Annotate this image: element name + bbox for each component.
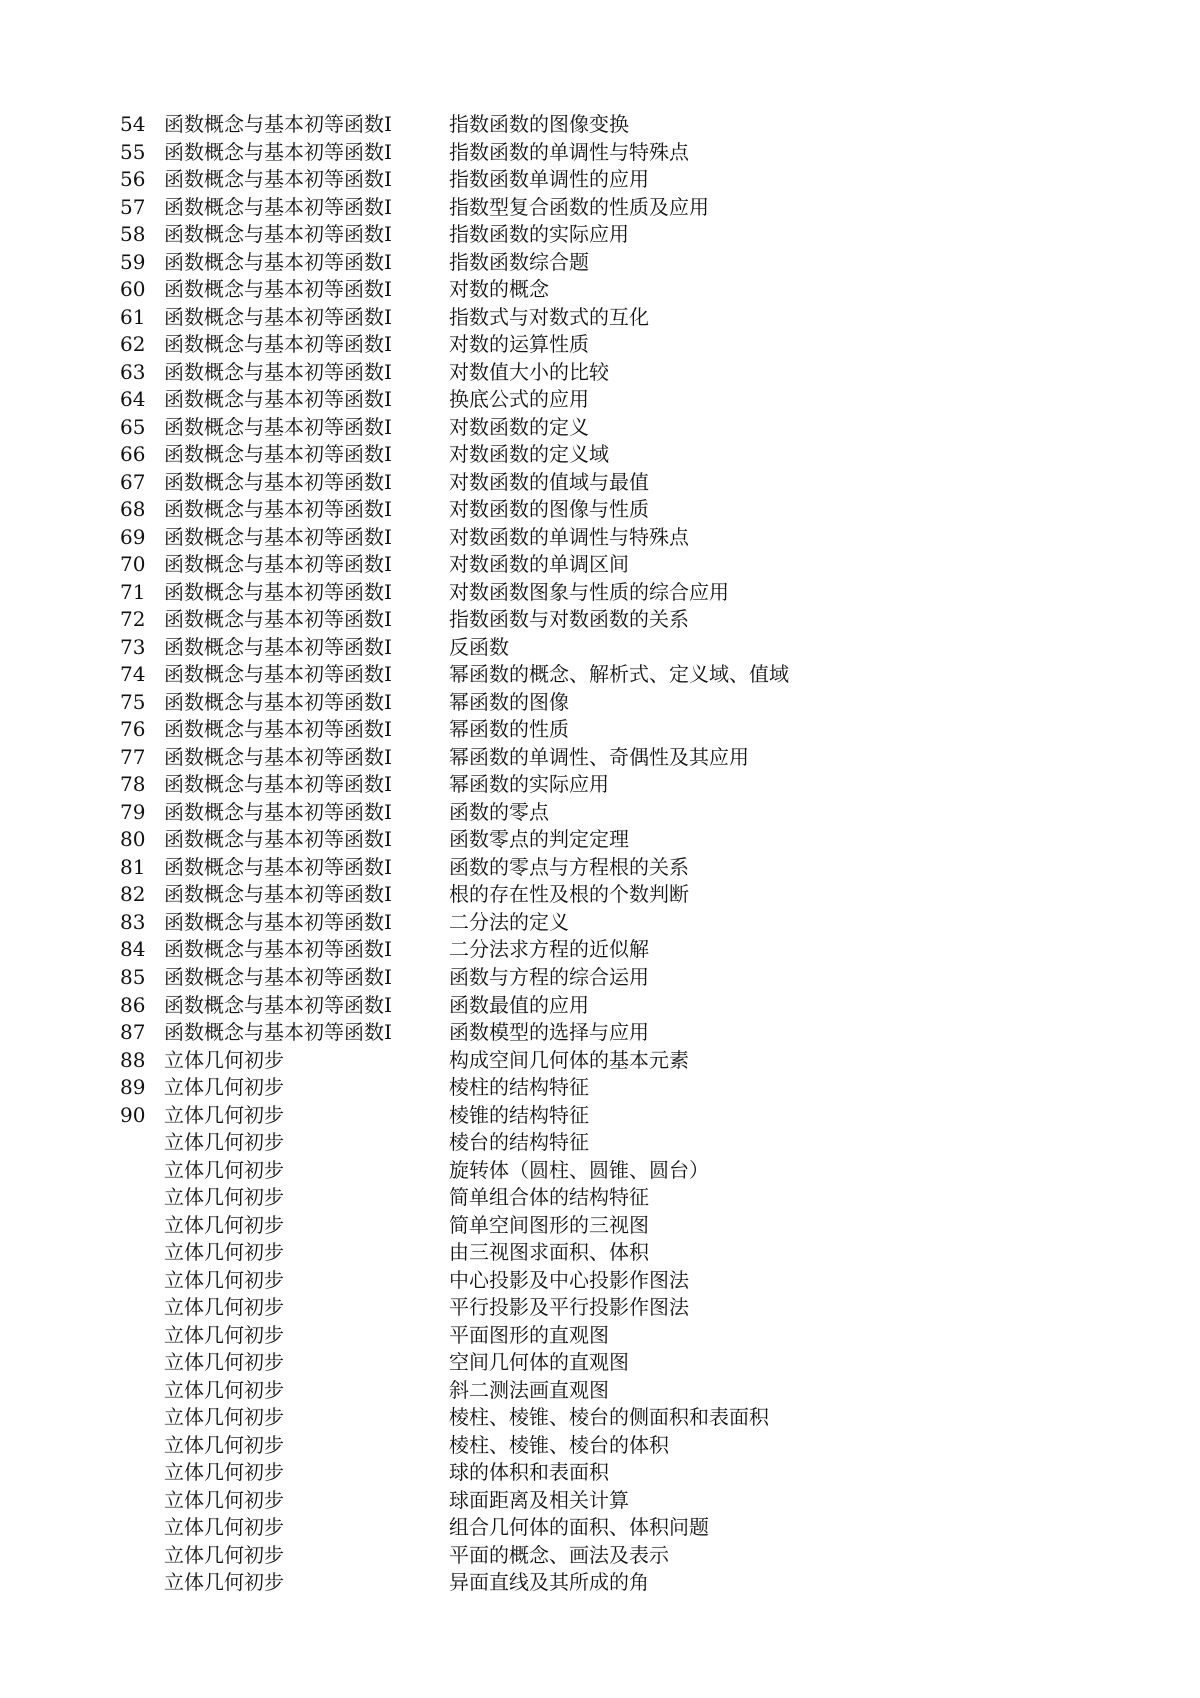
chapter-name: 函数概念与基本初等函数Ⅰ xyxy=(164,249,392,274)
chapter-name: 立体几何初步 xyxy=(164,1460,284,1485)
list-item xyxy=(0,1019,1200,1047)
chapter-name: 函数概念与基本初等函数Ⅰ xyxy=(164,524,392,549)
list-item xyxy=(0,139,1200,167)
chapter-name: 函数概念与基本初等函数Ⅰ xyxy=(164,222,392,247)
chapter-name: 函数概念与基本初等函数Ⅰ xyxy=(164,799,392,824)
item-number: 66 xyxy=(120,442,146,467)
topic-name: 指数函数单调性的应用 xyxy=(449,167,649,192)
topic-name: 棱柱、棱锥、棱台的体积 xyxy=(449,1432,669,1457)
item-number: 61 xyxy=(120,304,146,329)
list-item xyxy=(0,1569,1200,1597)
topic-name: 对数函数的定义域 xyxy=(449,442,609,467)
topic-name: 平面的概念、画法及表示 xyxy=(449,1542,669,1567)
list-item xyxy=(0,1267,1200,1295)
topic-name: 旋转体（圆柱、圆锥、圆台） xyxy=(449,1157,709,1182)
chapter-name: 函数概念与基本初等函数Ⅰ xyxy=(164,909,392,934)
topic-name: 函数的零点与方程根的关系 xyxy=(449,854,689,879)
chapter-name: 立体几何初步 xyxy=(164,1377,284,1402)
topic-name: 函数模型的选择与应用 xyxy=(449,1020,649,1045)
chapter-name: 函数概念与基本初等函数Ⅰ xyxy=(164,772,392,797)
list-item xyxy=(0,276,1200,304)
list-item xyxy=(0,1404,1200,1432)
chapter-name: 函数概念与基本初等函数Ⅰ xyxy=(164,469,392,494)
item-number: 86 xyxy=(120,992,146,1017)
chapter-name: 函数概念与基本初等函数Ⅰ xyxy=(164,414,392,439)
list-item xyxy=(0,469,1200,497)
item-number: 78 xyxy=(120,772,146,797)
topic-name: 函数的零点 xyxy=(449,799,549,824)
list-item xyxy=(0,579,1200,607)
list-item xyxy=(0,304,1200,332)
list-item xyxy=(0,799,1200,827)
item-number: 90 xyxy=(120,1102,146,1127)
item-number: 71 xyxy=(120,579,146,604)
chapter-name: 立体几何初步 xyxy=(164,1212,284,1237)
item-number: 81 xyxy=(120,854,146,879)
list-item xyxy=(0,1377,1200,1405)
item-number: 87 xyxy=(120,1020,146,1045)
topic-name: 幂函数的概念、解析式、定义域、值域 xyxy=(449,662,789,687)
chapter-name: 函数概念与基本初等函数Ⅰ xyxy=(164,689,392,714)
chapter-name: 函数概念与基本初等函数Ⅰ xyxy=(164,662,392,687)
item-number: 69 xyxy=(120,524,146,549)
topic-name: 由三视图求面积、体积 xyxy=(449,1240,649,1265)
item-number: 64 xyxy=(120,387,146,412)
list-item xyxy=(0,331,1200,359)
chapter-name: 函数概念与基本初等函数Ⅰ xyxy=(164,359,392,384)
topic-name: 简单组合体的结构特征 xyxy=(449,1185,649,1210)
topic-name: 组合几何体的面积、体积问题 xyxy=(449,1515,709,1540)
chapter-name: 立体几何初步 xyxy=(164,1350,284,1375)
item-number: 80 xyxy=(120,827,146,852)
chapter-name: 立体几何初步 xyxy=(164,1295,284,1320)
chapter-name: 函数概念与基本初等函数Ⅰ xyxy=(164,827,392,852)
item-number: 72 xyxy=(120,607,146,632)
item-number: 83 xyxy=(120,909,146,934)
topic-name: 棱台的结构特征 xyxy=(449,1130,589,1155)
chapter-name: 立体几何初步 xyxy=(164,1102,284,1127)
list-item xyxy=(0,1129,1200,1157)
topic-name: 对数函数的单调区间 xyxy=(449,552,629,577)
chapter-name: 立体几何初步 xyxy=(164,1487,284,1512)
list-item xyxy=(0,1074,1200,1102)
list-item xyxy=(0,1322,1200,1350)
list-item xyxy=(0,606,1200,634)
topic-name: 棱柱的结构特征 xyxy=(449,1075,589,1100)
topic-name: 函数最值的应用 xyxy=(449,992,589,1017)
topic-name: 指数函数的单调性与特殊点 xyxy=(449,139,689,164)
chapter-name: 函数概念与基本初等函数Ⅰ xyxy=(164,277,392,302)
chapter-name: 函数概念与基本初等函数Ⅰ xyxy=(164,607,392,632)
list-item xyxy=(0,909,1200,937)
chapter-name: 立体几何初步 xyxy=(164,1322,284,1347)
item-number: 85 xyxy=(120,964,146,989)
list-item xyxy=(0,111,1200,139)
item-number: 54 xyxy=(120,112,146,136)
list-item xyxy=(0,661,1200,689)
chapter-name: 函数概念与基本初等函数Ⅰ xyxy=(164,112,392,136)
list-item xyxy=(0,1432,1200,1460)
chapter-name: 函数概念与基本初等函数Ⅰ xyxy=(164,194,392,219)
list-item xyxy=(0,524,1200,552)
chapter-name: 函数概念与基本初等函数Ⅰ xyxy=(164,717,392,742)
topic-name: 二分法的定义 xyxy=(449,909,569,934)
item-number: 77 xyxy=(120,744,146,769)
list-item xyxy=(0,964,1200,992)
chapter-name: 立体几何初步 xyxy=(164,1542,284,1567)
chapter-name: 函数概念与基本初等函数Ⅰ xyxy=(164,1020,392,1045)
topic-name: 平面图形的直观图 xyxy=(449,1322,609,1347)
chapter-name: 函数概念与基本初等函数Ⅰ xyxy=(164,167,392,192)
chapter-name: 立体几何初步 xyxy=(164,1570,284,1595)
item-number: 63 xyxy=(120,359,146,384)
chapter-name: 函数概念与基本初等函数Ⅰ xyxy=(164,854,392,879)
topic-name: 指数函数的实际应用 xyxy=(449,222,629,247)
chapter-name: 函数概念与基本初等函数Ⅰ xyxy=(164,634,392,659)
list-item xyxy=(0,1294,1200,1322)
list-item xyxy=(0,936,1200,964)
list-item xyxy=(0,826,1200,854)
chapter-name: 函数概念与基本初等函数Ⅰ xyxy=(164,304,392,329)
item-number: 62 xyxy=(120,332,146,357)
chapter-name: 函数概念与基本初等函数Ⅰ xyxy=(164,497,392,522)
topic-name: 指数函数综合题 xyxy=(449,249,589,274)
topic-name: 对数函数的图像与性质 xyxy=(449,497,649,522)
list-item xyxy=(0,1542,1200,1570)
item-number: 56 xyxy=(120,167,146,192)
chapter-name: 立体几何初步 xyxy=(164,1130,284,1155)
chapter-name: 立体几何初步 xyxy=(164,1240,284,1265)
item-number: 67 xyxy=(120,469,146,494)
chapter-name: 函数概念与基本初等函数Ⅰ xyxy=(164,332,392,357)
list-item xyxy=(0,881,1200,909)
topic-name: 指数型复合函数的性质及应用 xyxy=(449,194,709,219)
list-item xyxy=(0,496,1200,524)
list-item xyxy=(0,854,1200,882)
item-number: 75 xyxy=(120,689,146,714)
list-item xyxy=(0,634,1200,662)
list-item xyxy=(0,441,1200,469)
topic-name: 指数函数的图像变换 xyxy=(449,112,629,136)
topic-list xyxy=(0,111,1200,1597)
item-number: 59 xyxy=(120,249,146,274)
list-item xyxy=(0,689,1200,717)
topic-name: 对数函数图象与性质的综合应用 xyxy=(449,579,729,604)
topic-name: 幂函数的实际应用 xyxy=(449,772,609,797)
topic-name: 棱锥的结构特征 xyxy=(449,1102,589,1127)
chapter-name: 函数概念与基本初等函数Ⅰ xyxy=(164,387,392,412)
topic-name: 对数函数的单调性与特殊点 xyxy=(449,524,689,549)
topic-name: 指数函数与对数函数的关系 xyxy=(449,607,689,632)
list-item xyxy=(0,716,1200,744)
list-item xyxy=(0,1459,1200,1487)
chapter-name: 函数概念与基本初等函数Ⅰ xyxy=(164,139,392,164)
topic-name: 幂函数的单调性、奇偶性及其应用 xyxy=(449,744,749,769)
list-item xyxy=(0,992,1200,1020)
list-item xyxy=(0,1102,1200,1130)
topic-name: 构成空间几何体的基本元素 xyxy=(449,1047,689,1072)
topic-name: 函数零点的判定定理 xyxy=(449,827,629,852)
list-item xyxy=(0,359,1200,387)
list-item xyxy=(0,249,1200,277)
item-number: 74 xyxy=(120,662,146,687)
list-item xyxy=(0,1514,1200,1542)
list-item xyxy=(0,1239,1200,1267)
item-number: 89 xyxy=(120,1075,146,1100)
topic-name: 球的体积和表面积 xyxy=(449,1460,609,1485)
chapter-name: 函数概念与基本初等函数Ⅰ xyxy=(164,442,392,467)
list-item xyxy=(0,221,1200,249)
chapter-name: 函数概念与基本初等函数Ⅰ xyxy=(164,964,392,989)
item-number: 57 xyxy=(120,194,146,219)
topic-name: 反函数 xyxy=(449,634,509,659)
item-number: 82 xyxy=(120,882,146,907)
list-item xyxy=(0,194,1200,222)
item-number: 88 xyxy=(120,1047,146,1072)
topic-name: 幂函数的图像 xyxy=(449,689,569,714)
item-number: 65 xyxy=(120,414,146,439)
item-number: 73 xyxy=(120,634,146,659)
topic-name: 异面直线及其所成的角 xyxy=(449,1570,649,1595)
item-number: 76 xyxy=(120,717,146,742)
topic-name: 根的存在性及根的个数判断 xyxy=(449,882,689,907)
topic-name: 棱柱、棱锥、棱台的侧面积和表面积 xyxy=(449,1405,769,1430)
list-item xyxy=(0,1047,1200,1075)
chapter-name: 函数概念与基本初等函数Ⅰ xyxy=(164,552,392,577)
chapter-name: 函数概念与基本初等函数Ⅰ xyxy=(164,992,392,1017)
list-item xyxy=(0,1212,1200,1240)
topic-name: 换底公式的应用 xyxy=(449,387,589,412)
chapter-name: 立体几何初步 xyxy=(164,1405,284,1430)
topic-name: 平行投影及平行投影作图法 xyxy=(449,1295,689,1320)
item-number: 70 xyxy=(120,552,146,577)
item-number: 68 xyxy=(120,497,146,522)
chapter-name: 函数概念与基本初等函数Ⅰ xyxy=(164,937,392,962)
topic-name: 幂函数的性质 xyxy=(449,717,569,742)
item-number: 58 xyxy=(120,222,146,247)
chapter-name: 立体几何初步 xyxy=(164,1185,284,1210)
list-item xyxy=(0,1349,1200,1377)
topic-name: 对数值大小的比较 xyxy=(449,359,609,384)
list-item xyxy=(0,1184,1200,1212)
list-item xyxy=(0,386,1200,414)
list-item xyxy=(0,166,1200,194)
list-item xyxy=(0,1157,1200,1185)
topic-name: 对数函数的值域与最值 xyxy=(449,469,649,494)
chapter-name: 立体几何初步 xyxy=(164,1047,284,1072)
item-number: 55 xyxy=(120,139,146,164)
topic-name: 球面距离及相关计算 xyxy=(449,1487,629,1512)
topic-name: 对数的概念 xyxy=(449,277,549,302)
topic-name: 对数的运算性质 xyxy=(449,332,589,357)
topic-name: 对数函数的定义 xyxy=(449,414,589,439)
list-item xyxy=(0,771,1200,799)
list-item xyxy=(0,414,1200,442)
topic-name: 空间几何体的直观图 xyxy=(449,1350,629,1375)
chapter-name: 立体几何初步 xyxy=(164,1157,284,1182)
topic-name: 中心投影及中心投影作图法 xyxy=(449,1267,689,1292)
item-number: 84 xyxy=(120,937,146,962)
item-number: 60 xyxy=(120,277,146,302)
topic-name: 斜二测法画直观图 xyxy=(449,1377,609,1402)
topic-name: 指数式与对数式的互化 xyxy=(449,304,649,329)
chapter-name: 函数概念与基本初等函数Ⅰ xyxy=(164,579,392,604)
list-item xyxy=(0,1487,1200,1515)
chapter-name: 函数概念与基本初等函数Ⅰ xyxy=(164,744,392,769)
list-item xyxy=(0,744,1200,772)
chapter-name: 立体几何初步 xyxy=(164,1515,284,1540)
chapter-name: 立体几何初步 xyxy=(164,1267,284,1292)
item-number: 79 xyxy=(120,799,146,824)
topic-name: 函数与方程的综合运用 xyxy=(449,964,649,989)
topic-name: 简单空间图形的三视图 xyxy=(449,1212,649,1237)
list-item xyxy=(0,551,1200,579)
topic-name: 二分法求方程的近似解 xyxy=(449,937,649,962)
chapter-name: 函数概念与基本初等函数Ⅰ xyxy=(164,882,392,907)
chapter-name: 立体几何初步 xyxy=(164,1432,284,1457)
chapter-name: 立体几何初步 xyxy=(164,1075,284,1100)
